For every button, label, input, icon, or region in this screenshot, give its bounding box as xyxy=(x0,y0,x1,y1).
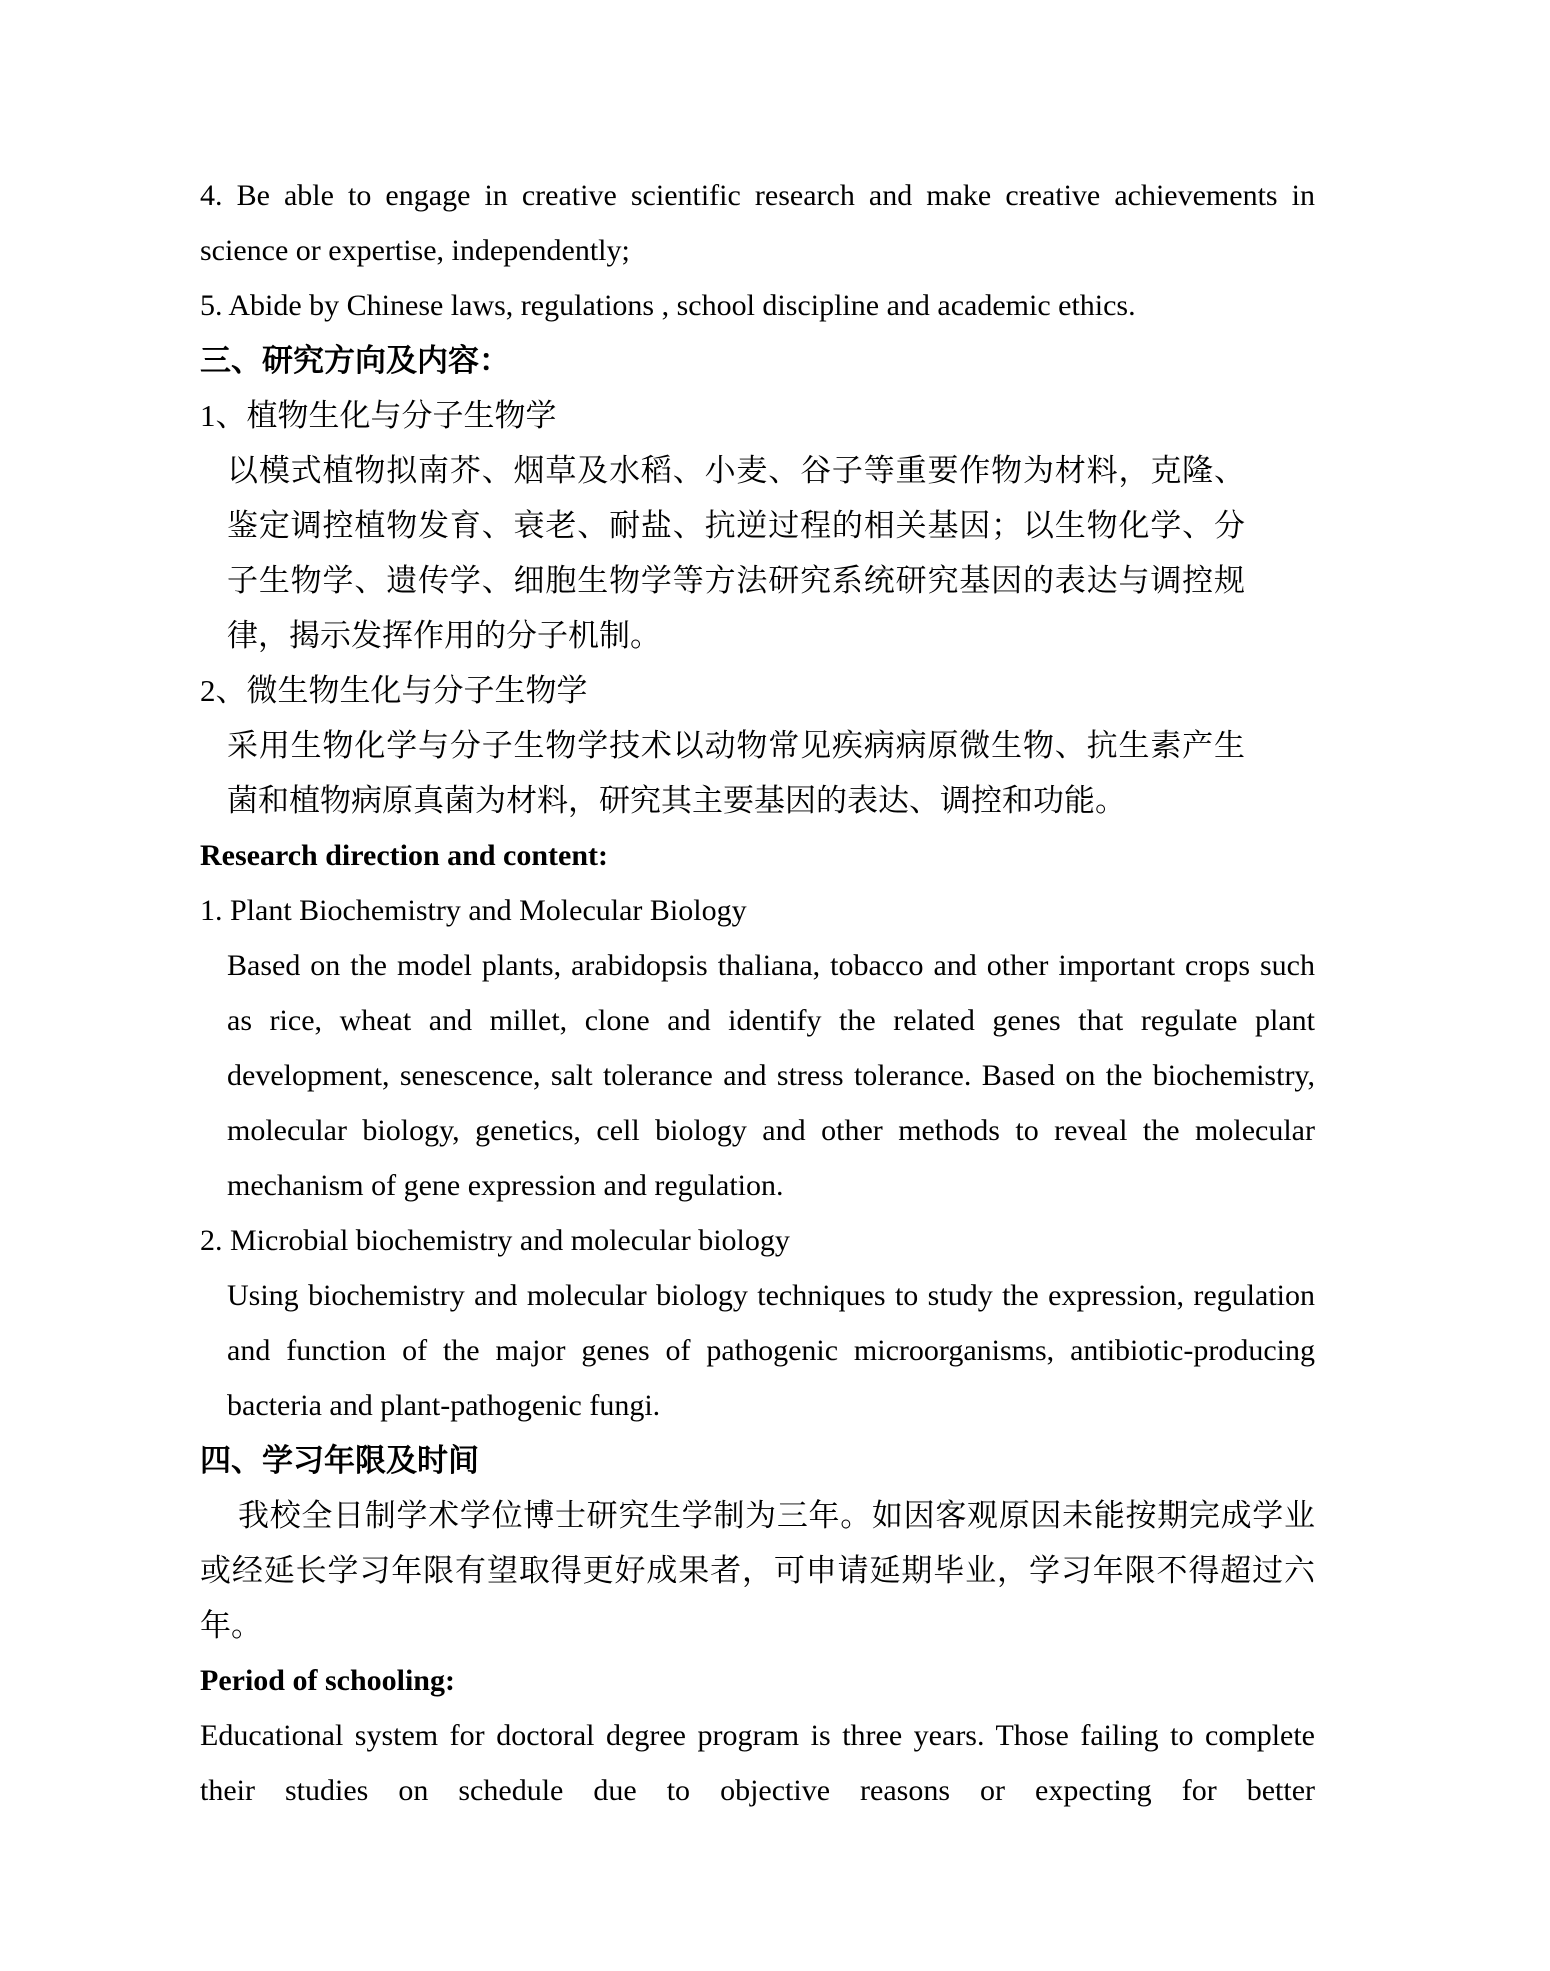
direction-1-title-en: 1. Plant Biochemistry and Molecular Biology xyxy=(200,894,747,927)
direction-2-title-zh: 2、微生物生化与分子生物学 xyxy=(200,673,588,708)
direction-2-body-zh: 采用生物化学与分子生物学技术以动物常见疾病病原微生物、抗生素产生菌和植物病原真菌为材料，研究其主要基因的表达、调控和功能。 xyxy=(227,728,1245,818)
section-4-heading-zh: 四、学习年限及时间 xyxy=(200,1443,479,1478)
schooling-period-body-zh: 我校全日制学术学位博士研究生学制为三年。如因客观原因未能按期完成学业或经延长学习年限有望取得更好成果者，可申请延期毕业，学习年限不得超过六年。 xyxy=(200,1498,1315,1643)
direction-1-body-zh: 以模式植物拟南芥、烟草及水稻、小麦、谷子等重要作物为材料，克隆、鉴定调控植物发育、衰老、耐盐、抗逆过程的相关基因；以生物化学、分子生物学、遗传学、细胞生物学等方法研究系统研究基因的表达与调控规律，揭示发挥作用的分子机制。 xyxy=(227,453,1245,653)
direction-2-body-en: Using biochemistry and molecular biology techniques to study the expression, regulation and function of the major genes of pathogenic microorganisms, antibiotic-producing bacteria and plant-pathogenic fungi. xyxy=(227,1279,1315,1422)
period-of-schooling-heading-en: Period of schooling: xyxy=(200,1664,455,1697)
section-3-heading-zh: 三、研究方向及内容： xyxy=(200,343,510,378)
period-of-schooling-body-en: Educational system for doctoral degree program is three years. Those failing to complete their studies on schedule due to objective reasons or expecting for better xyxy=(200,1719,1315,1807)
requirement-item-4: 4. Be able to engage in creative scientific research and make creative achievements in science or expertise, independently; xyxy=(200,179,1315,267)
research-direction-heading-en: Research direction and content: xyxy=(200,839,609,872)
direction-2-title-en: 2. Microbial biochemistry and molecular biology xyxy=(200,1224,790,1257)
direction-1-title-zh: 1、植物生化与分子生物学 xyxy=(200,398,557,433)
requirement-item-5: 5. Abide by Chinese laws, regulations , school discipline and academic ethics. xyxy=(200,289,1136,322)
direction-1-body-en: Based on the model plants, arabidopsis thaliana, tobacco and other important crops such as rice, wheat and millet, clone and identify the related genes that regulate plant development, senescence, salt tolerance and stress tolerance. Based on the biochemistry, molecular biology, genetics, cell biology and other methods to reveal the molecular mechanism of gene expression and regulation. xyxy=(227,949,1315,1202)
